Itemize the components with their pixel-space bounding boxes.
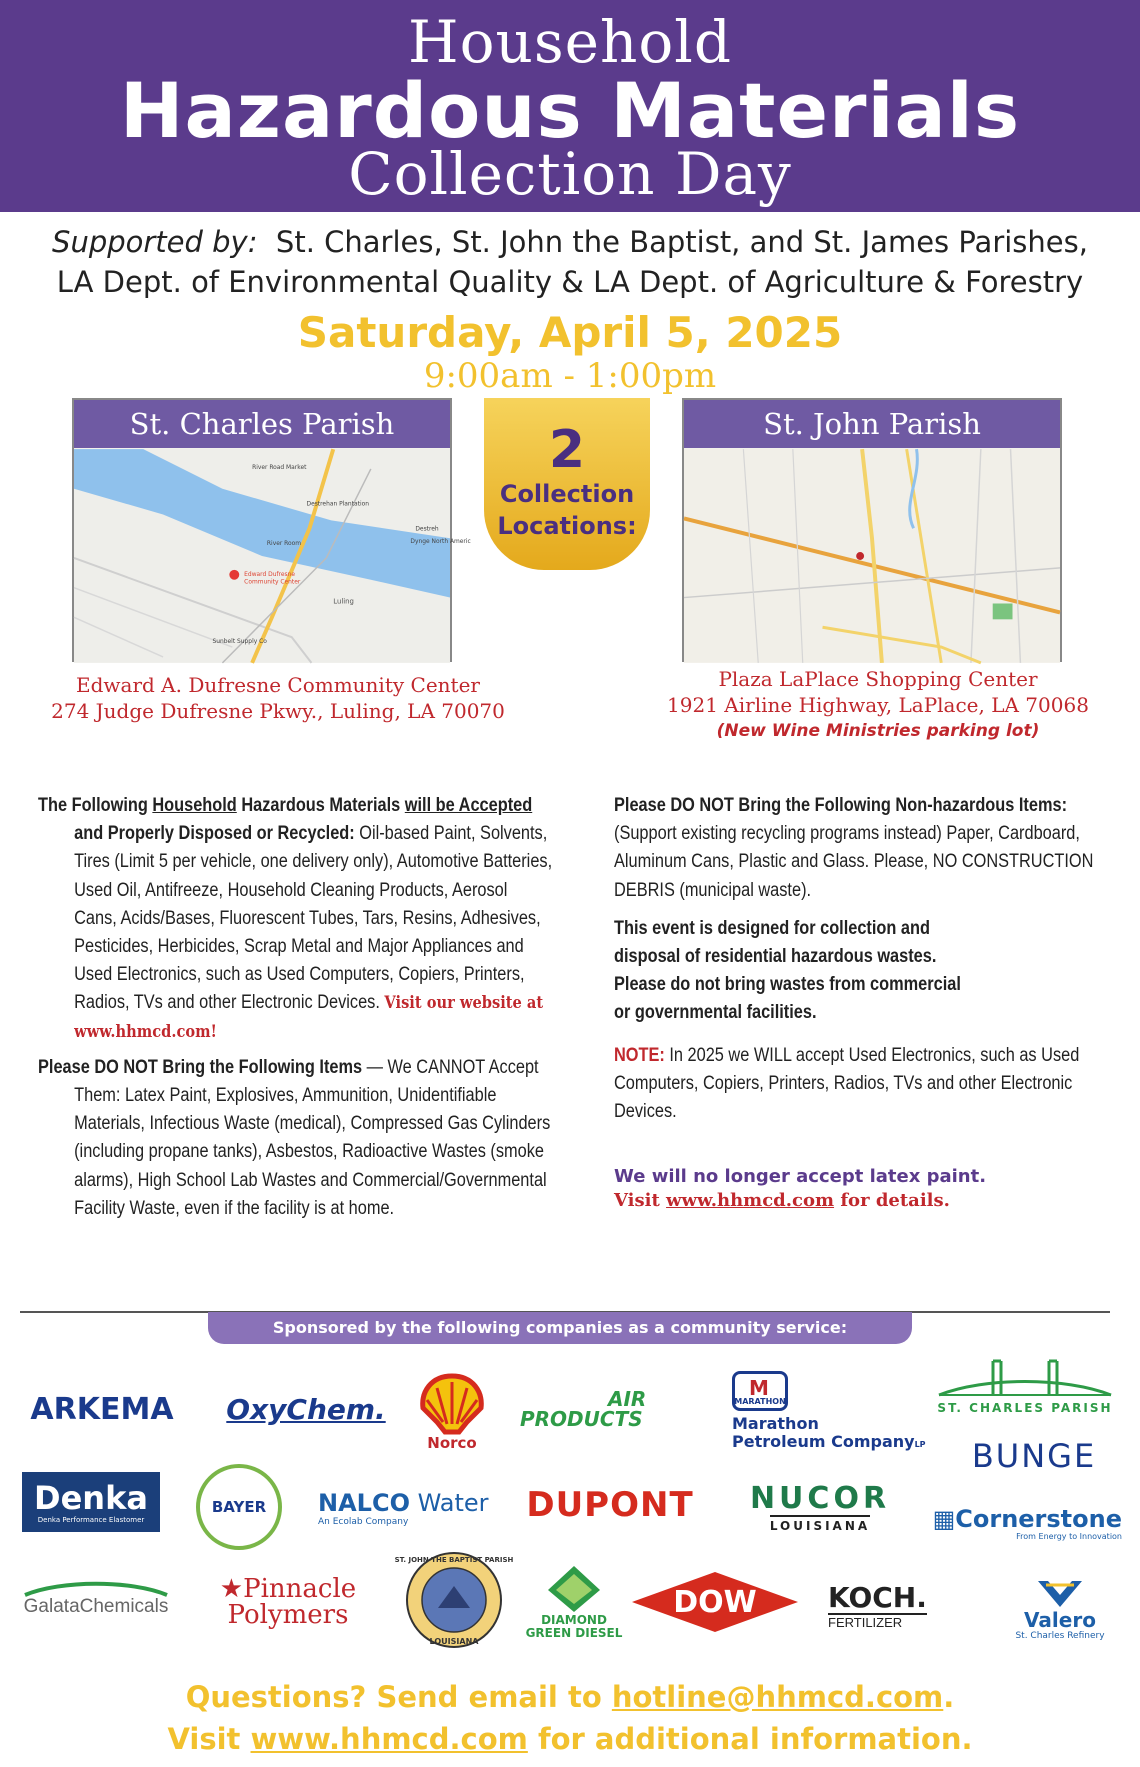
footer-q-suffix: . (943, 1680, 955, 1714)
marathon-lp: LP (914, 1439, 926, 1449)
location-title: St. Charles Parish (74, 400, 450, 448)
supported-line-1: St. Charles, St. John the Baptist, and St. James Parishes, (275, 225, 1088, 259)
location-title: St. John Parish (684, 400, 1060, 448)
badge-line-2: Locations: (497, 512, 637, 540)
shell-logo (412, 1364, 492, 1460)
diamond-green-logo (518, 1560, 630, 1644)
left-column (38, 792, 554, 1223)
shell-icon (417, 1372, 487, 1434)
badge-number: 2 (548, 420, 586, 480)
st-charles-parish-logo (930, 1356, 1120, 1416)
denka-sub: Denka Performance Elastomer (37, 1516, 145, 1524)
accepted-intro-e: and Properly Disposed or Recycled: (74, 823, 355, 845)
footer-q-prefix: Questions? Send email to (185, 1680, 612, 1714)
st-john-address (656, 666, 1100, 744)
accepted-intro-a: The Following (38, 795, 153, 816)
marathon-2: Petroleum Company (732, 1431, 915, 1451)
map-label: River Road Market (252, 463, 307, 471)
designed-section (614, 915, 975, 1028)
st-charles-parish-text: ST. CHARLES PARISH (937, 1401, 1113, 1415)
latex-website-link[interactable]: www.hhmcd.com (666, 1190, 835, 1211)
marathon-logo (732, 1366, 932, 1458)
designed-line-2: Please do not bring wastes from commercial or governmental facilities. (614, 974, 961, 1024)
right-column (614, 792, 1121, 1126)
koch-name: KOCH. (828, 1580, 927, 1614)
nalco-logo (318, 1484, 498, 1532)
location-name: Plaza LaPlace Shopping Center (718, 667, 1038, 691)
title-line-1: Household (408, 8, 732, 76)
footer-questions (0, 1680, 1140, 1714)
bunge-logo: BUNGE (971, 1437, 1097, 1475)
event-time: 9:00am - 1:00pm (423, 356, 717, 396)
bayer-logo: BAYER (196, 1464, 282, 1550)
sponsor-bar: Sponsored by the following companies as a community service: (208, 1312, 912, 1344)
shell-sub: Norco (427, 1434, 477, 1452)
supported-label: Supported by: (52, 225, 258, 259)
non-hazardous-section (614, 792, 1121, 905)
diamond-2: GREEN DIESEL (525, 1626, 623, 1640)
seal-top-text: ST. JOHN THE BAPTIST PARISH (394, 1556, 514, 1564)
title-line-2: Hazardous Materials (119, 66, 1021, 155)
map-label: Sunbelt Supply Co (212, 638, 267, 646)
cornerstone-logo: ▦Cornerstone From Energy to Innovation (932, 1504, 1122, 1541)
valero-v-icon (1036, 1579, 1084, 1609)
nucor-name: NUCOR (749, 1481, 891, 1516)
accepted-intro-d: will be Accepted (404, 795, 533, 816)
cornerstone-sub: From Energy to Innovation (1016, 1531, 1122, 1541)
footer-website-link[interactable]: www.hhmcd.com (250, 1722, 528, 1756)
location-address: 274 Judge Dufresne Pkwy., Luling, LA 70070 (51, 699, 505, 723)
st-charles-map (74, 448, 471, 664)
map-label: Community Center (244, 578, 301, 586)
footer-visit (0, 1722, 1140, 1756)
galata-2: Chemicals (79, 1596, 169, 1617)
valero-sub: St. Charles Refinery (1015, 1631, 1105, 1641)
map-label: River Room (266, 540, 302, 548)
accepted-intro-c: Hazardous Materials (236, 795, 405, 816)
accepted-intro-b: Household (152, 795, 237, 816)
location-note: (New Wine Ministries parking lot) (716, 721, 1040, 741)
supported-line-2: LA Dept. of Environmental Quality & LA Dept. of Agriculture & Forestry (56, 265, 1084, 299)
marathon-badge: M MARATHON (732, 1371, 788, 1411)
not-accepted-section (38, 1054, 554, 1223)
map-label: Destreh (415, 525, 439, 533)
non-hazardous-heading: Please DO NOT Bring the Following Non-hazardous Items: (614, 795, 1068, 816)
st-john-seal (394, 1550, 514, 1650)
location-st-charles (72, 398, 471, 662)
koch-logo (828, 1578, 986, 1634)
nalco-1: NALCO (318, 1489, 410, 1517)
badge-line-1: Collection (499, 480, 635, 508)
dow-text: DOW (673, 1585, 757, 1620)
dow-logo (630, 1570, 800, 1634)
nucor-logo (730, 1480, 910, 1536)
marathon-1: Marathon (732, 1413, 819, 1433)
supported-by (0, 222, 1140, 302)
note-text: In 2025 we WILL accept Used Electronics, such as Used Computers, Copiers, Printers, Radios, TVs and other Electronic Devices. (614, 1044, 1080, 1123)
air-products-logo (520, 1380, 700, 1438)
location-address: 1921 Airline Highway, LaPlace, LA 70068 (667, 693, 1089, 717)
koch-sub: FERTILIZER (828, 1614, 903, 1630)
footer-visit-prefix: Visit (167, 1722, 251, 1756)
location-name: Edward A. Dufresne Community Center (76, 673, 480, 697)
galata-arc-icon (21, 1582, 171, 1596)
collection-badge (484, 398, 650, 570)
map-pin-icon (856, 552, 864, 560)
nalco-sub: An Ecolab Company (318, 1517, 409, 1527)
accepted-list: Oil-based Paint, Solvents, Tires (Limit 5 per vehicle, one delivery only), Automotive Batteries, Used Oil, Antifreeze, Household Cleaning Products, Aerosol Cans, Acids/Bases, Fluorescent Tubes, Tars, Resins, Adhesives, Pesticides, Herbicides, Scrap Metal and Major Appliances and Used Electronics, such as Used Computers, Copiers, Printers, Radios, TVs and other Electronic Devices. (74, 823, 553, 1014)
accepted-website-link[interactable]: Visit our website at www.hhmcd.com! (74, 993, 544, 1042)
air-products-1: AIR (608, 1387, 647, 1411)
seal-icon (394, 1550, 514, 1650)
designed-line-1: This event is designed for collection and disposal of residential hazardous wastes. (614, 917, 937, 968)
title-line-3: Collection Day (348, 140, 792, 208)
diamond-1: DIAMOND (541, 1613, 607, 1627)
map-label: Destrehan Plantation (306, 500, 370, 508)
latex-line-1: We will no longer accept latex paint. (614, 1166, 987, 1187)
header-banner (0, 0, 1140, 212)
diamond-icon (546, 1564, 602, 1614)
arkema-logo: ARKEMA (30, 1391, 174, 1427)
bridge-icon (935, 1357, 1115, 1401)
latex-visit: Visit (614, 1190, 667, 1211)
note-label: NOTE: (614, 1044, 665, 1066)
valero-name: Valero (1024, 1608, 1096, 1632)
footer-email-link[interactable]: hotline@hhmcd.com (611, 1680, 944, 1714)
pinnacle-logo: ★Pinnacle Polymers (219, 1574, 357, 1630)
nucor-sub: LOUISIANA (770, 1515, 870, 1533)
oxychem-logo: OxyChem. (226, 1392, 386, 1426)
not-accepted-list: — We CANNOT Accept Them: Latex Paint, Explosives, Ammunition, Unidentifiable Materials, Infectious Waste (medical), Compressed Gas Cylinders (including propane tanks), Asbestos, Radioactive Wastes (smoke alarms), High School Lab Wastes and Commercial/Governmental Facility Waste, even if the facility is at home. (74, 1056, 551, 1219)
denka-logo (22, 1472, 160, 1532)
dupont-logo: DUPONT (526, 1485, 694, 1525)
latex-rest: for details. (834, 1190, 950, 1211)
st-john-map (684, 448, 1060, 664)
not-accepted-heading: Please DO NOT Bring the Following Items (38, 1056, 363, 1078)
map-label: Luling (333, 597, 354, 606)
map-label: Edward Dufresne (244, 570, 295, 578)
galata-logo (14, 1576, 178, 1624)
pinnacle-2: Polymers (227, 1600, 349, 1630)
non-hazardous-text: (Support existing recycling programs instead) Paper, Cardboard, Aluminum Cans, Plastic and Glass. Please, NO CONSTRUCTION DEBRIS (municipal waste). (614, 823, 1094, 901)
location-st-john (682, 398, 1062, 662)
st-charles-address (40, 672, 516, 724)
note-section (614, 1042, 1121, 1127)
accepted-section (38, 792, 554, 1046)
map-pin-icon (229, 570, 239, 580)
air-products-2: PRODUCTS (520, 1407, 643, 1431)
marathon-badge-text: MARATHON (734, 1396, 786, 1406)
nalco-2: Water (409, 1489, 489, 1517)
pinnacle-1: Pinnacle (243, 1574, 357, 1604)
valero-logo (1000, 1572, 1120, 1648)
event-date: Saturday, April 5, 2025 (297, 308, 843, 357)
map-label: Dynge North Americ (410, 538, 471, 546)
denka-name: Denka (34, 1479, 148, 1517)
seal-bottom-text: LOUISIANA (429, 1637, 479, 1646)
dow-diamond-icon (630, 1570, 800, 1634)
galata-1: Galata (23, 1596, 80, 1617)
cornerstone-name: Cornerstone (955, 1504, 1122, 1533)
latex-notice (614, 1165, 986, 1213)
footer-visit-suffix: for additional information. (527, 1722, 973, 1756)
